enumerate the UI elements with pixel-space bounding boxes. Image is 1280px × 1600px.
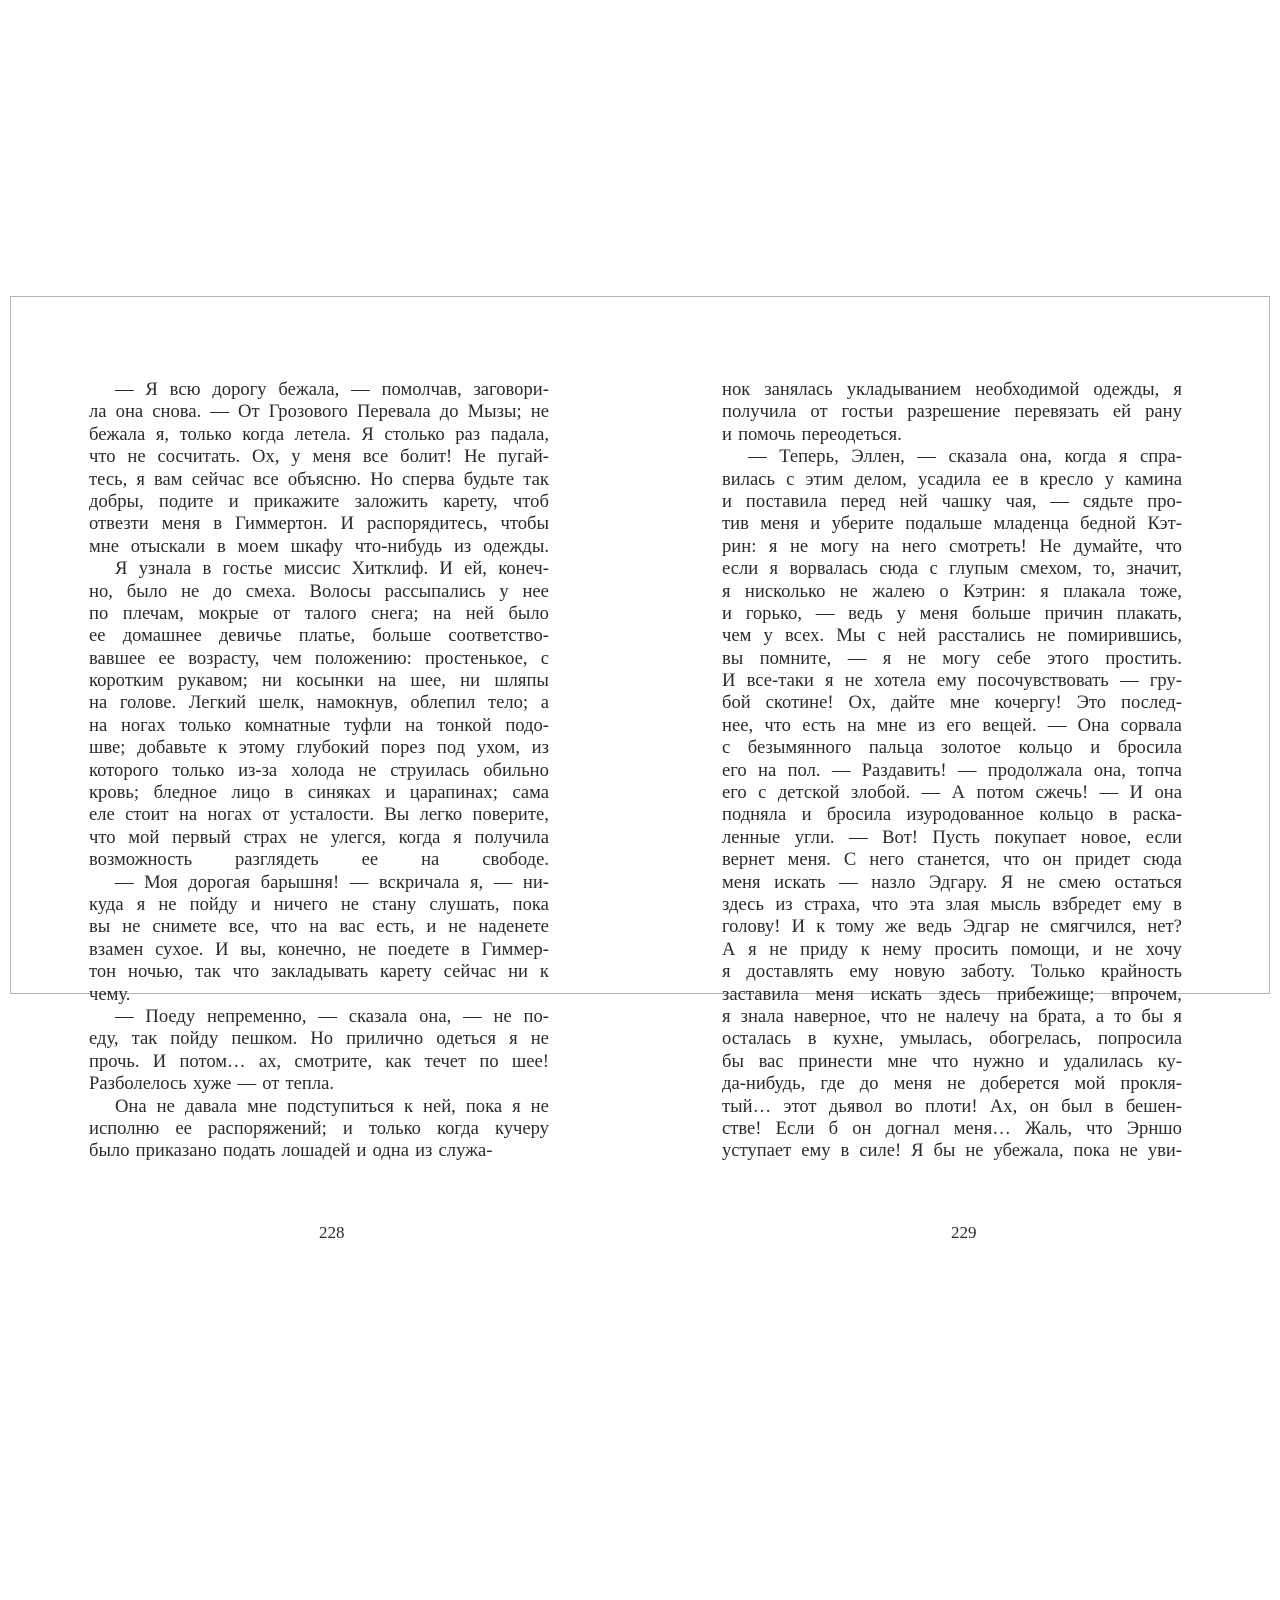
text-line: что мой первый страх не улегся, когда я получила	[89, 826, 549, 848]
text-line: на ногах только комнатные туфли на тонкой подо-	[89, 714, 549, 736]
text-line: — Моя дорогая барышня! — вскричала я, — ни-	[115, 871, 549, 893]
text-line: бой скотине! Ох, дайте мне кочергу! Это послед-	[722, 692, 1182, 714]
text-line: ее домашнее девичье платье, больше соответство-	[89, 625, 549, 647]
text-line: добры, подите и прикажите заложить карету, чтоб	[89, 490, 549, 512]
text-line: Разболелось хуже — от тепла.	[89, 1073, 335, 1095]
text-line: и помочь переодеться.	[722, 423, 902, 445]
text-line: ла она снова. — От Грозового Перевала до Мызы; не	[89, 401, 549, 423]
text-line: еле стоит на ногах от усталости. Вы легко поверите,	[89, 804, 549, 826]
text-line: бы вас принести мне что нужно и удалилась ку-	[722, 1050, 1182, 1072]
text-line: вавшее ее возрасту, чем положению: простенькое, с	[89, 647, 549, 669]
text-line: я доставлять ему новую заботу. Только крайность	[722, 961, 1182, 983]
text-line: и горько, — ведь у меня больше причин плакать,	[722, 602, 1182, 624]
text-line: которого только из-за холода не струилась обильно	[89, 759, 549, 781]
book-spread	[10, 296, 1270, 1242]
text-line: кровь; бледное лицо в синяках и царапинах; сама	[89, 782, 549, 804]
text-line: — Я всю дорогу бежала, — помолчав, заговори-	[115, 379, 549, 400]
text-line: вилась с этим делом, усадила ее в кресло у камина	[722, 468, 1182, 490]
text-line: его на пол. — Раздавить! — продолжала она, топча	[722, 759, 1182, 781]
text-line: возможность разглядеть ее на свободе.	[89, 849, 549, 871]
text-line: я знала наверное, что не налечу на брата, а то бы я	[722, 1005, 1182, 1027]
text-line: мне отыскали в моем шкафу что-нибудь из одежды.	[89, 535, 549, 557]
right-page-number: 229	[951, 1223, 977, 1242]
text-line: шве; добавьте к этому глубокий порез под ухом, из	[89, 737, 549, 759]
text-line: тый… этот дьявол во плоти! Ах, он был в бешен-	[722, 1095, 1182, 1117]
text-line: Она не давала мне подступиться к ней, пока я не	[115, 1095, 549, 1117]
right-page-text	[722, 379, 1182, 1163]
text-line: Я узнала в гостье миссис Хитклиф. И ей, конеч-	[115, 558, 549, 580]
text-line: здесь из страха, что эта злая мысль взбредет ему в	[722, 893, 1182, 915]
text-line: вы помните, — я не могу себе этого простить.	[722, 647, 1182, 669]
text-line: нее, что есть на мне из его вещей. — Она сорвала	[722, 714, 1182, 736]
text-line: бежала я, только когда летела. Я столько раз падала,	[89, 423, 549, 445]
text-line: с безымянного пальца золотое кольцо и бросила	[722, 737, 1182, 759]
text-line: и поставила перед ней чашку чая, — сядьте про-	[722, 490, 1182, 512]
text-line: тесь, я вам сейчас все объясню. Но сперва будьте так	[89, 468, 549, 490]
text-line: — Поеду непременно, — сказала она, — не по-	[115, 1005, 549, 1027]
text-line: голову! И к тому же ведь Эдгар не смягчился, нет?	[722, 916, 1182, 938]
text-line: чем у всех. Мы с ней расстались не помирившись,	[722, 625, 1182, 647]
text-line: если я ворвалась сюда с глупым смехом, то, значит,	[722, 558, 1182, 580]
text-line: осталась в кухне, умылась, обогрелась, попросила	[722, 1028, 1182, 1050]
text-line: но, было не до смеха. Волосы рассыпались у нее	[89, 580, 549, 602]
text-line: было приказано подать лошадей и одна из служа-	[89, 1140, 493, 1162]
text-line: я нисколько не жалею о Кэтрин: я плакала тоже,	[722, 580, 1182, 602]
text-line: уступает ему в силе! Я бы не убежала, пока не уви-	[722, 1140, 1182, 1162]
text-line: заставила меня искать здесь прибежище; впрочем,	[722, 983, 1182, 1005]
text-line: — Теперь, Эллен, — сказала она, когда я спра-	[748, 446, 1182, 468]
text-line: нок занялась укладыванием необходимой одежды, я	[722, 379, 1182, 400]
text-line: тон ночью, так что закладывать карету сейчас ни к	[89, 961, 549, 983]
text-line: отвезти меня в Гиммертон. И распорядитесь, чтобы	[89, 513, 549, 535]
text-line: ленные угли. — Вот! Пусть покупает новое, если	[722, 826, 1182, 848]
text-line: куда я не пойду и ничего не стану слушать, пока	[89, 893, 549, 915]
text-line: еду, так пойду пешком. Но прилично одеться я не	[89, 1028, 549, 1050]
text-line: получила от гостьи разрешение перевязать ей рану	[722, 401, 1182, 423]
text-line: рин: я не могу на него смотреть! Не думайте, что	[722, 535, 1182, 557]
text-line: взамен сухое. И вы, конечно, не поедете в Гиммер-	[89, 938, 549, 960]
text-line: чему.	[89, 983, 131, 1005]
text-line: стве! Если б он догнал меня… Жаль, что Эрншо	[722, 1117, 1182, 1139]
text-line: что не сосчитать. Ох, у меня все болит! Не пугай-	[89, 446, 549, 468]
left-page-text	[89, 379, 549, 1163]
text-line: исполню ее распоряжений; и только когда кучеру	[89, 1117, 549, 1139]
text-line: вернет меня. С него станется, что он придет сюда	[722, 849, 1182, 871]
text-line: коротким рукавом; ни косынки на шее, ни шляпы	[89, 670, 549, 692]
text-line: его с детской злобой. — А потом сжечь! — И она	[722, 782, 1182, 804]
text-line: тив меня и уберите подальше младенца бедной Кэт-	[722, 513, 1182, 535]
text-line: на голове. Легкий шелк, намокнув, облепил тело; а	[89, 692, 549, 714]
left-page-number: 228	[319, 1223, 345, 1242]
text-line: да-нибудь, где до меня не доберется мой прокля-	[722, 1073, 1182, 1095]
text-line: И все-таки я не хотела ему посочувствовать — гру-	[722, 670, 1182, 692]
text-line: вы не снимете все, что на вас есть, и не наденете	[89, 916, 549, 938]
text-line: подняла и бросила изуродованное кольцо в раска-	[722, 804, 1182, 826]
text-line: меня искать — назло Эдгару. Я не смею остаться	[722, 871, 1182, 893]
text-line: А я не приду к нему просить помощи, и не хочу	[722, 938, 1182, 960]
text-line: прочь. И потом… ах, смотрите, как течет по шее!	[89, 1050, 549, 1072]
text-line: по плечам, мокрые от талого снега; на ней было	[89, 602, 549, 624]
